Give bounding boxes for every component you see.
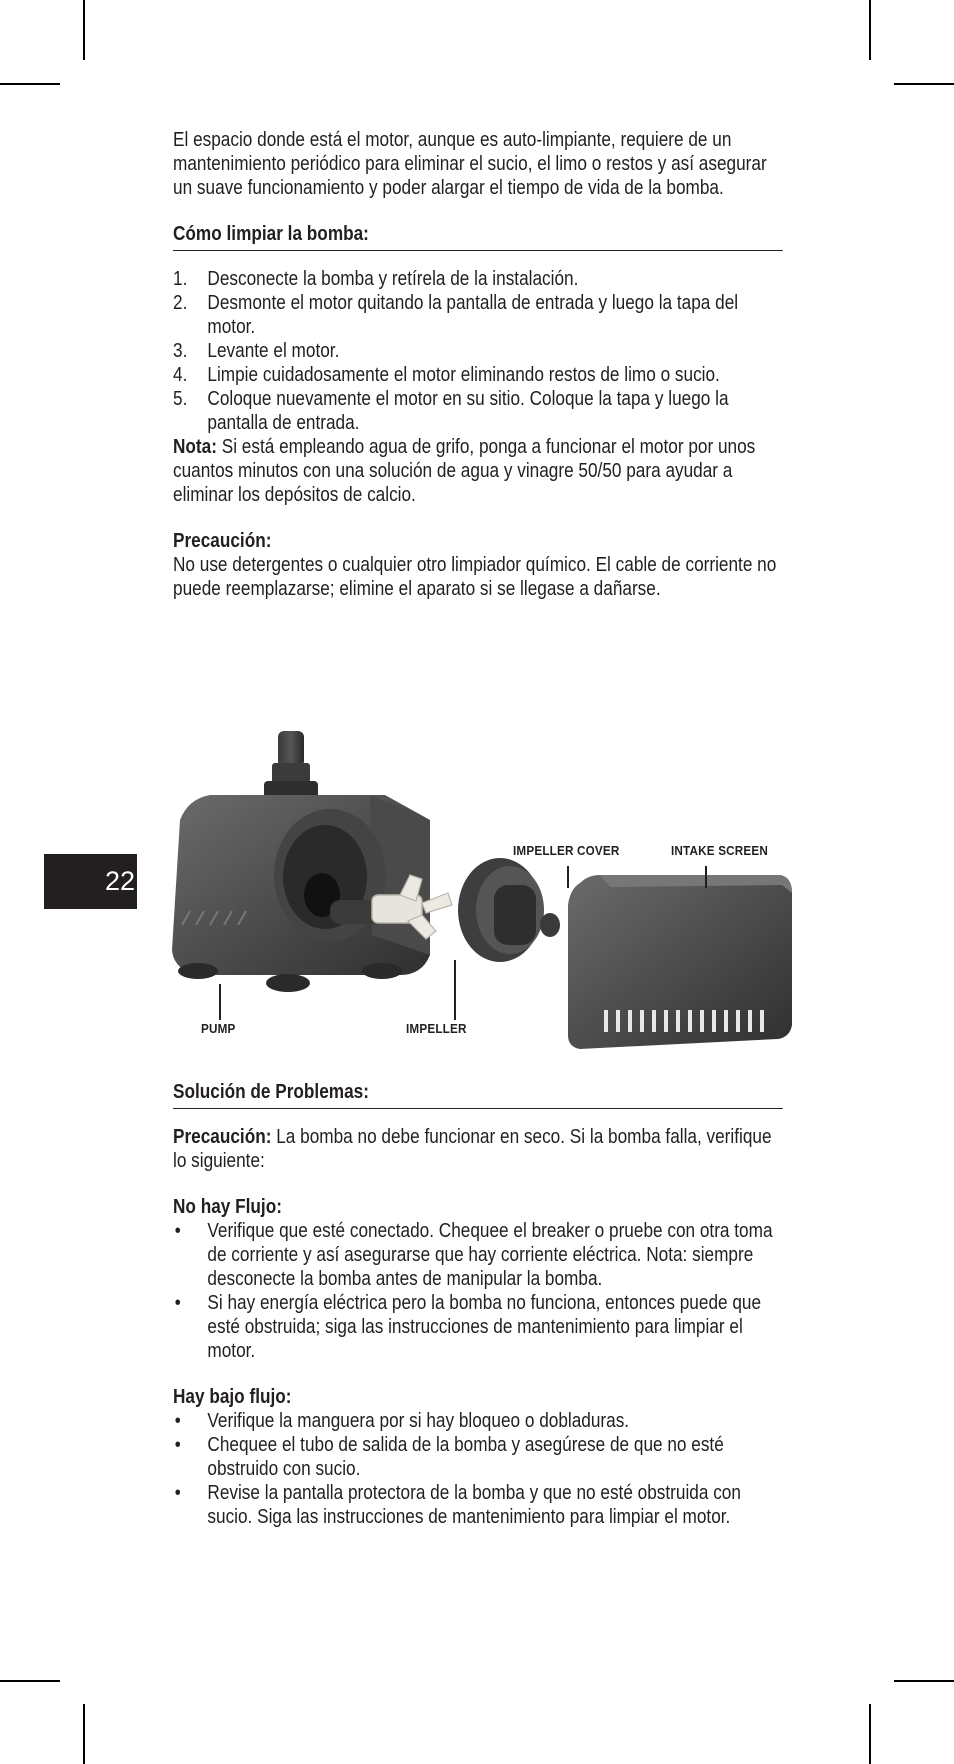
- bullet-icon: •: [174, 1482, 181, 1504]
- list-item: • Chequee el tubo de salida de la bomba y asegúrese de que no esté obstruido con sucio.: [174, 1434, 724, 1480]
- pump-body: [172, 731, 430, 992]
- list-item: • Verifique que esté conectado. Chequee el breaker o pruebe con otra toma de corriente y así asegurarse que hay corriente eléctrica. Nota: siempre desconecte la bomba antes de manipular la bomba.: [174, 1220, 773, 1290]
- impeller-cover: [458, 858, 560, 962]
- crop-mark: [83, 0, 85, 60]
- crop-mark: [0, 1680, 60, 1682]
- caution-label: Precaución:: [173, 530, 272, 552]
- list-item: • Revise la pantalla protectora de la bomba y que no esté obstruida con sucio. Siga las instrucciones de mantenimiento para limpiar el motor.: [174, 1482, 741, 1528]
- note-paragraph: [173, 435, 783, 507]
- top-text-column: [173, 128, 783, 601]
- impeller-cover-label: IMPELLER COVER: [513, 843, 620, 858]
- intake-screen-leader-line: [705, 866, 707, 888]
- impeller-label: IMPELLER: [406, 1021, 467, 1036]
- crop-mark: [869, 1704, 871, 1764]
- crop-mark: [894, 83, 954, 85]
- crop-mark: [869, 0, 871, 60]
- crop-mark: [83, 1704, 85, 1764]
- low-flow-heading: Hay bajo flujo:: [173, 1386, 292, 1408]
- list-item: 2. Desmonte el motor quitando la pantalla de entrada y luego la tapa del motor.: [173, 292, 739, 338]
- list-item: 1. Desconecte la bomba y retírela de la instalación.: [173, 268, 579, 290]
- troubleshooting-caution-text: La bomba no debe funcionar en seco. Si la bomba falla, verifique lo siguiente:: [173, 1126, 772, 1172]
- list-item: 5. Coloque nuevamente el motor en su sitio. Coloque la tapa y luego la pantalla de entrada.: [173, 388, 729, 434]
- intro-paragraph: El espacio donde está el motor, aunque es auto-limpiante, requiere de un mantenimiento periódico para eliminar el sucio, el limo o restos y así asegurar un suave funcionamiento y poder alargar el tiempo de vida de la bomba.: [173, 129, 767, 199]
- list-item: 4. Limpie cuidadosamente el motor eliminando restos de limo o sucio.: [173, 364, 720, 386]
- troubleshooting-heading: Solución de Problemas:: [173, 1080, 783, 1109]
- caution-text: No use detergentes o cualquier otro limpiador químico. El cable de corriente no puede reemplazarse; elimine el aparato si se llegase a dañarse.: [173, 554, 777, 600]
- low-flow-list: [173, 1409, 783, 1529]
- list-item: • Si hay energía eléctrica pero la bomba no funciona, entonces puede que esté obstruida; siga las instrucciones de mantenimiento para limpiar el motor.: [174, 1292, 762, 1362]
- troubleshooting-caution: [173, 1125, 783, 1173]
- pump-exploded-diagram: [160, 725, 800, 1065]
- bullet-icon: •: [174, 1292, 181, 1314]
- list-item: 3. Levante el motor.: [173, 340, 340, 362]
- bullet-icon: •: [174, 1220, 181, 1242]
- page-number-tab: [44, 854, 137, 909]
- no-flow-heading: No hay Flujo:: [173, 1196, 282, 1218]
- note-text: Si está empleando agua de grifo, ponga a funcionar el motor por unos cuantos minutos con una solución de agua y vinagre 50/50 para ayudar a eliminar los depósitos de calcio.: [173, 436, 756, 506]
- bottom-text-column: [173, 1080, 783, 1529]
- pump-leader-line: [219, 984, 221, 1020]
- cleaning-steps-list: [173, 267, 783, 435]
- cleaning-heading: Cómo limpiar la bomba:: [173, 222, 783, 251]
- list-item: • Verifique la manguera por si hay bloqueo o dobladuras.: [174, 1410, 630, 1432]
- crop-mark: [0, 83, 60, 85]
- pump-label: PUMP: [201, 1021, 236, 1036]
- bullet-icon: •: [174, 1434, 181, 1456]
- bullet-icon: •: [174, 1410, 181, 1432]
- no-flow-list: [173, 1219, 783, 1363]
- troubleshooting-caution-label: Precaución:: [173, 1126, 272, 1148]
- intake-screen: [568, 875, 792, 1049]
- crop-mark: [894, 1680, 954, 1682]
- intake-screen-label: INTAKE SCREEN: [671, 843, 769, 858]
- impeller-leader-line: [454, 960, 456, 1020]
- impeller-cover-leader-line: [567, 866, 569, 888]
- note-label: Nota:: [173, 436, 217, 458]
- page-number: 22: [104, 866, 135, 896]
